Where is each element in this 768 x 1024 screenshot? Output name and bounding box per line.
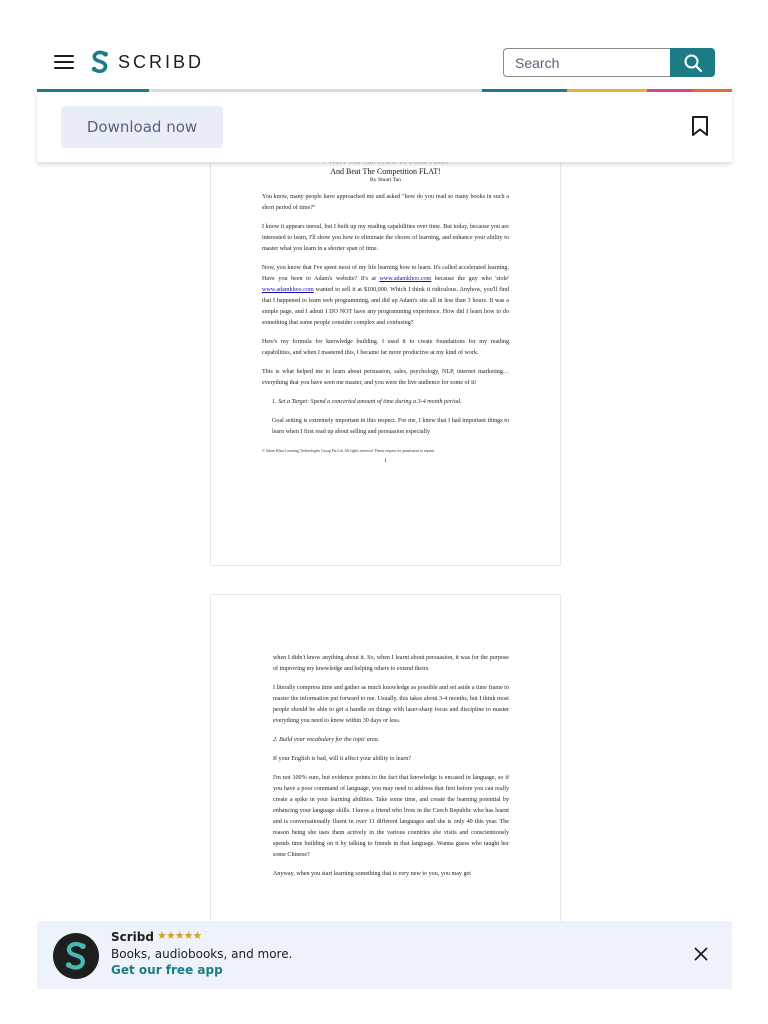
adamkhoo-link[interactable]: www.adamkhoo.com bbox=[379, 276, 432, 282]
scribd-logo[interactable] bbox=[90, 50, 204, 74]
app-promo-banner bbox=[37, 921, 732, 989]
top-header bbox=[37, 0, 732, 92]
paragraph: I literally compress time and gather as much knowledge as possible and set aside a time frame to master the information put forward to me. Usually, this takes about 3-4 months, but I think most people should be able to get a handle on things with laser-sharp focus and discipline to master everything you need to know within 30 days or less. bbox=[273, 685, 509, 724]
search-input[interactable] bbox=[504, 49, 670, 76]
paragraph: Here's my formula for knowledge building. I used it to create foundations for my reading capabilities, and when I mastered this, I became far more productive at my kind of work. bbox=[262, 339, 509, 356]
step-heading: 1. Set a Target: Spend a concerted amount of time during a 3-4 month period. bbox=[272, 399, 462, 405]
paragraph: Anyway, when you start learning something that is very new to you, you may get bbox=[273, 871, 471, 877]
paragraph: You know, many people have approached me and asked "how do you read so many books in such a short period of time?" bbox=[262, 194, 509, 211]
paragraph: If your English is bad, will it affect your ability to learn? bbox=[273, 756, 411, 762]
download-now-button[interactable]: Download now bbox=[61, 106, 223, 148]
paragraph: I know it appears unreal, but I built up my reading capabilities over time. But today, because you are interested to learn, I'll show you how to eliminate the chores of learning, and enhance your ability to master what you learn in a shorter span of time. bbox=[262, 224, 509, 252]
paragraph: when I didn't know anything about it. So, when I learnt about persuasion, it was for the purpose of improving my knowledge and helping others to extend theirs. bbox=[273, 655, 509, 672]
page-2-content bbox=[273, 653, 509, 888]
paragraph: Goal setting is extremely important in this respect. For me, I knew that I had important things to learn when I first read up about selling and persuasion especially bbox=[272, 418, 509, 435]
paragraph bbox=[262, 263, 509, 329]
get-app-link[interactable]: Get our free app bbox=[111, 963, 223, 977]
paragraph-text: because the guy who 'stole' bbox=[431, 276, 509, 282]
bookmark-icon[interactable] bbox=[691, 115, 709, 137]
search-icon bbox=[683, 53, 703, 73]
app-tagline: Books, audiobooks, and more. bbox=[111, 947, 293, 961]
document-byline: By Stuart Tan bbox=[370, 177, 401, 183]
copyright-footer: © Adam Khoo Learning Technologies Group Pte Ltd. All rights reserved. Please request for permission to reprint. bbox=[262, 449, 436, 453]
adamkhoo-link[interactable]: www.adamkhoo.com bbox=[262, 287, 314, 293]
rating-stars-icon: ★★★★★ bbox=[157, 930, 202, 942]
document-title: And Beat The Competition FLAT! bbox=[330, 167, 441, 176]
search-field[interactable] bbox=[503, 48, 670, 77]
close-icon[interactable] bbox=[694, 947, 708, 961]
search-button[interactable] bbox=[670, 48, 715, 77]
scribd-logo-icon bbox=[90, 50, 110, 74]
scribd-app-logo-icon bbox=[63, 941, 89, 971]
menu-icon[interactable] bbox=[54, 54, 74, 70]
scribd-app-icon[interactable] bbox=[53, 933, 99, 979]
paragraph-text: Now, you know that I've spent most of my life learning how to learn. It's called accelerated learning. Have you been to Adam's website? It's at bbox=[262, 265, 509, 282]
logo-text: SCRIBD bbox=[118, 51, 205, 72]
step-heading: 2. Build your vocabulary for the topic area. bbox=[273, 737, 380, 743]
document-page-2 bbox=[210, 594, 561, 954]
page-number: 1 bbox=[384, 458, 387, 464]
paragraph-text: wanted to sell it at $100,000. Which I think it ridiculous. Anyhow, you'll find that I happened to learn web programming, and did up Adam's site all in less than 3 hours. It was a simple page, and I admit I DO NOT have any programming experience. How did I learn how to do something that some people consider complex and confusing? bbox=[262, 287, 509, 326]
download-toolbar bbox=[37, 92, 732, 162]
document-page-1 bbox=[210, 140, 561, 566]
app-name: Scribd bbox=[111, 930, 154, 944]
page-1-content bbox=[262, 141, 509, 465]
paragraph: This is what helped me to learn about persuasion, sales, psychology, NLP, internet marketing… everything that you have seen me master, and you were the live audience for some of it! bbox=[262, 369, 509, 386]
paragraph: I'm not 100% sure, but evidence points to the fact that knowledge is encased in language, so if you have a poor command of language, you may need to address that first before you can really create a spike in your learning abilities. Take some time, and create the learning potential by enhancing your language skills. I know a friend who lives in the Czech Republic who has learnt and is conversationally fluent in over 11 different languages and she is only 40 this year. The reason being she uses them actively in the various countries she visits and conscientiously spends time building on it by talking to friends in that language. Wanna guess who taught her some Chinese? bbox=[273, 775, 509, 858]
